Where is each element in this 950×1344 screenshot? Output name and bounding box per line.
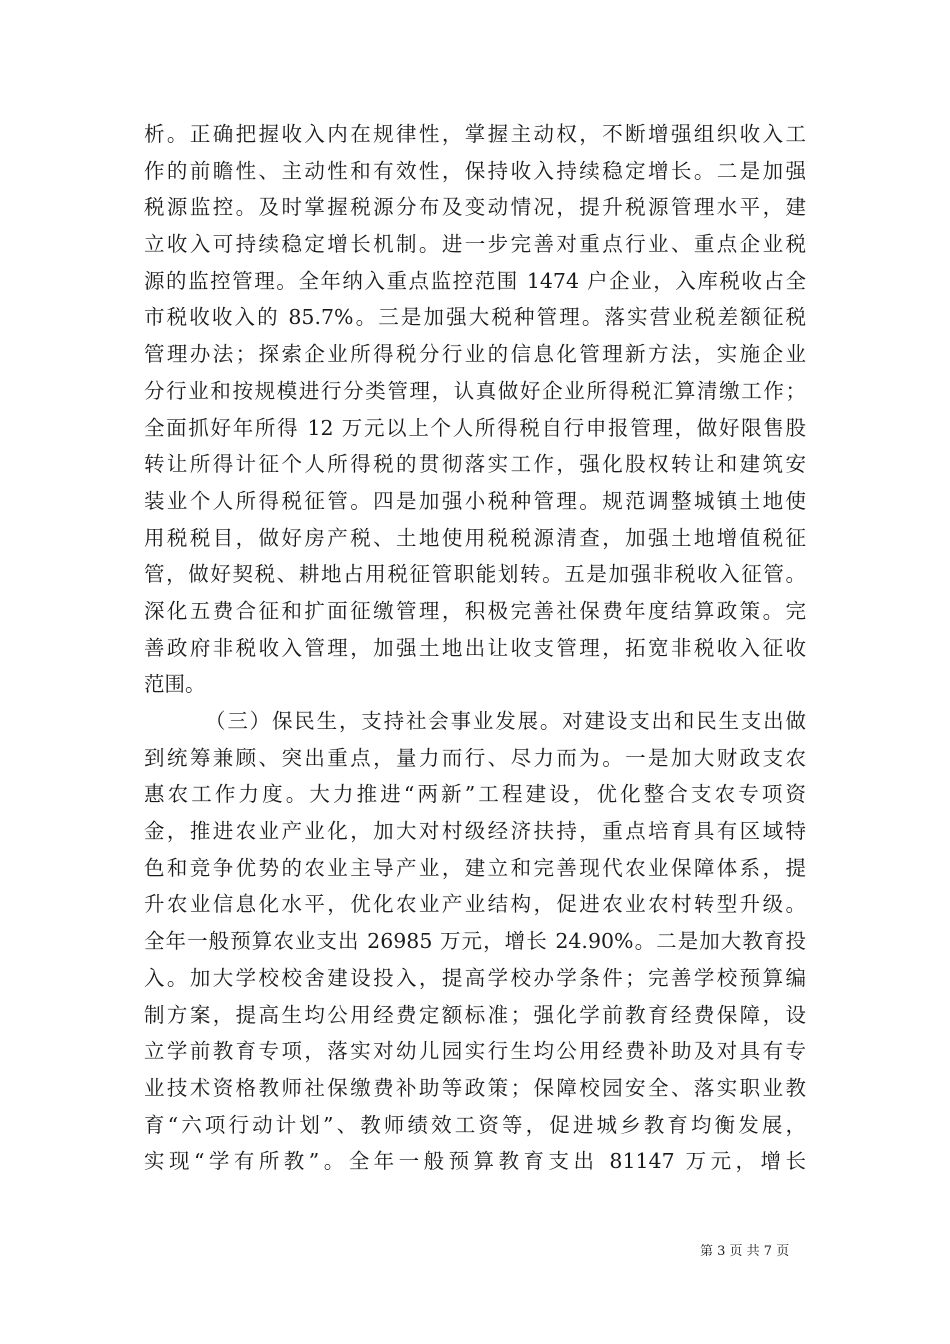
text-line: 深化五费合征和扩面征缴管理，积极完善社保费年度结算政策。完 — [144, 598, 806, 623]
text-line: 实现“学有所教”。全年一般预算教育支出 81147 万元，增长 — [144, 1149, 806, 1174]
text-line: 用税税目，做好房产税、土地使用税税源清查，加强土地增值税征 — [144, 525, 806, 550]
text-line: 源的监控管理。全年纳入重点监控范围 1474 户企业，入库税收占全 — [144, 268, 806, 293]
text-line: 业技术资格教师社保缴费补助等政策；保障校园安全、落实职业教 — [144, 1075, 806, 1100]
text-line: 惠农工作力度。大力推进“两新”工程建设，优化整合支农专项资 — [144, 782, 806, 807]
text-line: 管理办法；探索企业所得税分行业的信息化管理新方法，实施企业 — [144, 342, 806, 367]
text-line: 入。加大学校校舍建设投入，提高学校办学条件；完善学校预算编 — [144, 965, 806, 990]
text-line: 制方案，提高生均公用经费定额标准；强化学前教育经费保障，设 — [144, 1002, 806, 1027]
text-line: 范围。 — [144, 672, 206, 697]
text-line: 升农业信息化水平，优化农业产业结构，促进农业农村转型升级。 — [144, 892, 806, 917]
body-text — [144, 116, 806, 1180]
text-line: 作的前瞻性、主动性和有效性，保持收入持续稳定增长。二是加强 — [144, 158, 806, 183]
page-number-footer: 第 3 页 共 7 页 — [700, 1244, 790, 1259]
text-line: 金，推进农业产业化，加大对村级经济扶持，重点培育具有区域特 — [144, 819, 806, 844]
text-line: 税源监控。及时掌握税源分布及变动情况，提升税源管理水平，建 — [144, 195, 806, 220]
text-line: 装业个人所得税征管。四是加强小税种管理。规范调整城镇土地使 — [144, 488, 806, 513]
text-line: 立收入可持续稳定增长机制。进一步完善对重点行业、重点企业税 — [144, 232, 806, 257]
text-line: 到统筹兼顾、突出重点，量力而行、尽力而为。一是加大财政支农 — [144, 745, 806, 770]
text-line: 育“六项行动计划”、教师绩效工资等，促进城乡教育均衡发展， — [144, 1112, 806, 1137]
text-line: 全年一般预算农业支出 26985 万元，增长 24.90%。二是加大教育投 — [144, 929, 806, 954]
text-line: 分行业和按规模进行分类管理，认真做好企业所得税汇算清缴工作； — [144, 378, 806, 403]
text-line: 立学前教育专项，落实对幼儿园实行生均公用经费补助及对具有专 — [144, 1039, 806, 1064]
text-line: 管，做好契税、耕地占用税征管职能划转。五是加强非税收入征管。 — [144, 562, 806, 587]
text-line: 转让所得计征个人所得税的贯彻落实工作，强化股权转让和建筑安 — [144, 452, 806, 477]
section-heading-line: （三）保民生，支持社会事业发展。对建设支出和民生支出做 — [205, 709, 806, 733]
text-line: 善政府非税收入管理，加强土地出让收支管理，拓宽非税收入征收 — [144, 635, 806, 660]
text-line: 色和竞争优势的农业主导产业，建立和完善现代农业保障体系，提 — [144, 855, 806, 880]
text-line: 市税收收入的 85.7%。三是加强大税种管理。落实营业税差额征税 — [144, 305, 806, 330]
text-line: 全面抓好年所得 12 万元以上个人所得税自行申报管理，做好限售股 — [144, 415, 806, 440]
text-line: 析。正确把握收入内在规律性，掌握主动权，不断增强组织收入工 — [144, 122, 806, 146]
